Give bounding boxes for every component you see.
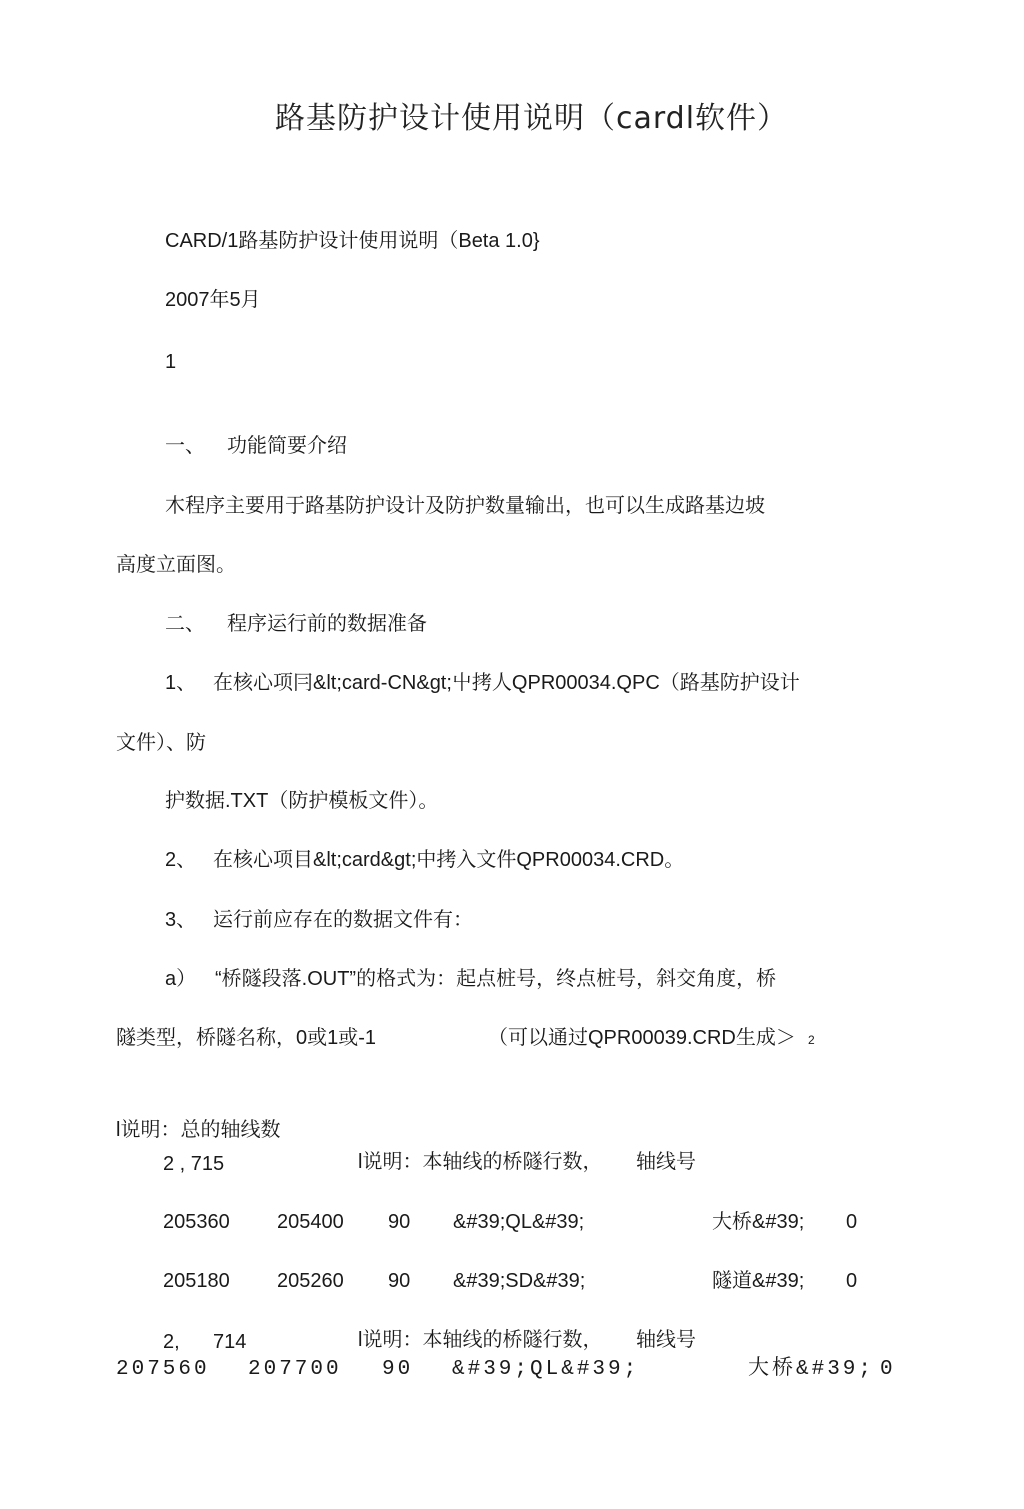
page-number: 1: [165, 351, 177, 373]
section1-number: 一、: [165, 435, 205, 457]
sub-a-line2-right: （可以通过QPR00039.CRD生成＞: [488, 1027, 796, 1049]
sub-a-line2-left: 隧类型，桥隧名称，0或1或-1: [116, 1027, 377, 1049]
table-cell-type: &#39;SD&#39;: [453, 1270, 586, 1292]
table-cell-start: 205360: [163, 1211, 230, 1233]
section1-body-line2: 高度立面图。: [116, 554, 236, 576]
row1-counts: 2 , 715: [163, 1153, 225, 1175]
section1-heading: 功能简要介绍: [227, 435, 347, 457]
sub-a-number: a）: [165, 968, 197, 990]
last-row-angle: 90: [382, 1358, 414, 1381]
document-title: 路基防护设计使用说明（cardl软件）: [275, 101, 789, 136]
table-cell-start: 205180: [163, 1270, 230, 1292]
table-cell-flag: 0: [846, 1211, 858, 1233]
table-cell-flag: 0: [846, 1270, 858, 1292]
item1-line3: 护数据.TXT（防护模板文件）。: [165, 790, 439, 812]
subtitle: CARD/1路基防护设计使用说明（Beta 1.0}: [165, 230, 540, 252]
footnote-marker: 2: [808, 1033, 815, 1047]
table-cell-type: &#39;QL&#39;: [453, 1211, 585, 1233]
last-row-flag: 0: [880, 1358, 896, 1381]
date: 2007年5月: [165, 289, 261, 311]
row1-comment-axis: 轴线号: [636, 1151, 696, 1173]
sub-a-line1: “桥隧段落.OUT”的格式为：起点桩号，终点桩号，斜交角度，桥: [215, 968, 777, 990]
item2-number: 2、: [165, 849, 197, 871]
table-cell-angle: 90: [388, 1270, 411, 1292]
item1-line2: 文件）、防: [116, 732, 206, 754]
last-row-name: 大桥&#39;: [748, 1358, 875, 1381]
table-cell-end: 205400: [277, 1211, 344, 1233]
table-cell-name: 隧道&#39;: [712, 1270, 805, 1292]
last-row-start: 207560: [116, 1358, 210, 1381]
section1-body-line1: 木程序主要用于路基防护设计及防护数量输出，也可以生成路基边坡: [165, 495, 765, 517]
last-row-type: &#39;QL&#39;: [452, 1358, 640, 1381]
table-cell-name: 大桥&#39;: [712, 1211, 805, 1233]
item2-text: 在核心项目&lt;card&gt;中拷入文件QPR00034.CRD。: [213, 849, 685, 871]
row4-count: 2,: [163, 1331, 180, 1353]
row1-comment: l说明：本轴线的桥隧行数，: [358, 1151, 603, 1173]
row4-axis: 714: [213, 1331, 247, 1353]
section2-number: 二、: [165, 613, 205, 635]
row4-comment-axis: 轴线号: [636, 1329, 696, 1351]
item3-number: 3、: [165, 909, 197, 931]
comment-total-axes: l说明：总的轴线数: [116, 1119, 281, 1141]
item1-line1: 在核心项冃&lt;card-CN&gt;屮拷人QPR00034.QPC（路基防护设计: [213, 672, 800, 694]
table-cell-angle: 90: [388, 1211, 411, 1233]
table-cell-end: 205260: [277, 1270, 344, 1292]
row4-comment: l说明：本轴线的桥隧行数，: [358, 1329, 603, 1351]
item3-text: 运行前应存在的数据文件有：: [213, 909, 473, 931]
last-row-end: 207700: [248, 1358, 342, 1381]
item1-number: 1、: [165, 672, 197, 694]
section2-heading: 程序运行前的数据准备: [227, 613, 427, 635]
